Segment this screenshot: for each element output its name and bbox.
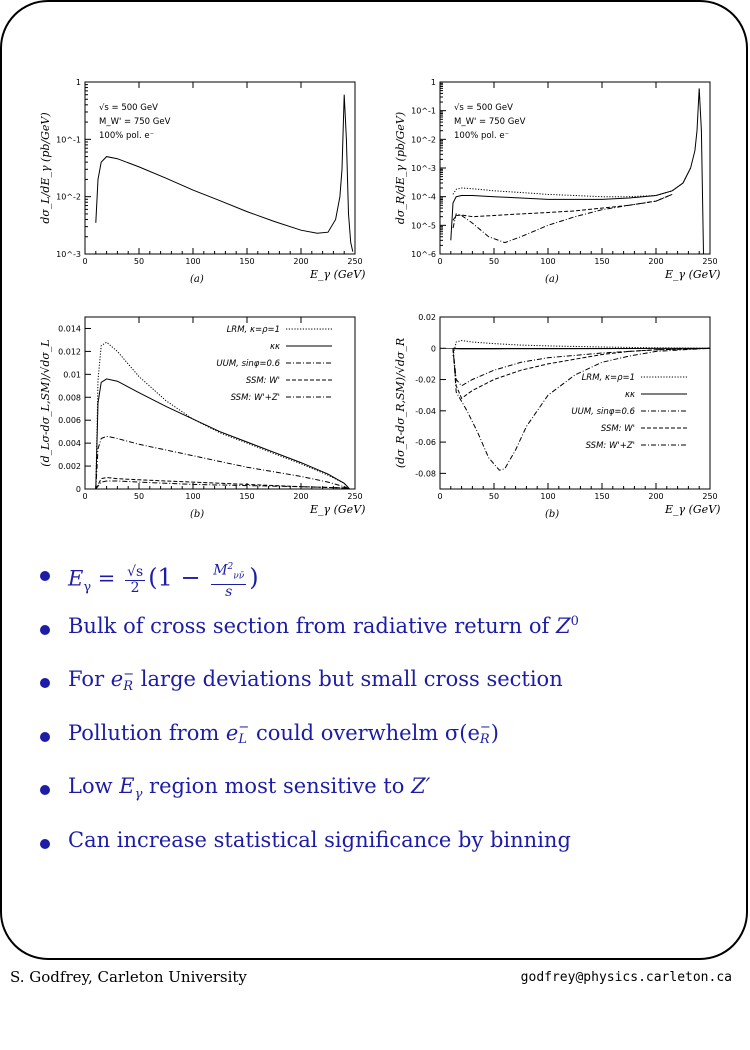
formula-paren-close: ) xyxy=(249,563,259,592)
plot-frame xyxy=(440,317,710,489)
legend-label-1: LRM, κ=ρ=1 xyxy=(581,373,635,383)
chart-bottom-right xyxy=(385,305,725,525)
series-line-2 xyxy=(453,168,691,197)
bullet-tail: could overwhelm σ(e xyxy=(249,720,480,745)
series-line-3 xyxy=(453,194,672,220)
y-tick-label: 1 xyxy=(75,78,81,87)
legend-label-5: SSM: W'+Z' xyxy=(230,393,280,403)
bullet-subsup xyxy=(123,666,135,694)
series-line-1 xyxy=(451,88,704,254)
legend-label-1: LRM, κ=ρ=1 xyxy=(226,325,280,335)
x-tick-label: 100 xyxy=(540,492,556,501)
y-tick-label: -0.06 xyxy=(415,438,436,448)
bullet-dot xyxy=(40,625,50,635)
bullet-subsup-2 xyxy=(480,722,491,746)
x-tick-label: 50 xyxy=(488,492,500,501)
x-axis-label: E_γ (GeV) xyxy=(665,503,721,516)
bullet-symbol: e xyxy=(225,720,239,745)
x-tick-label: 250 xyxy=(702,257,718,266)
formula-fraction-sqrt xyxy=(125,565,145,596)
y-tick-label: -0.08 xyxy=(415,469,436,479)
series-line-2 xyxy=(96,379,350,489)
x-tick-label: 200 xyxy=(648,257,664,266)
bullet-low-egamma xyxy=(40,774,720,828)
formula-paren-open: (1 − xyxy=(148,563,209,592)
bullet-text-main: Bulk of cross section from radiative return of xyxy=(68,613,556,638)
series-line-3 xyxy=(96,436,350,489)
bullet-text-main: Pollution from xyxy=(68,720,226,745)
x-tick-label: 150 xyxy=(594,492,610,501)
bullet-dot xyxy=(40,839,50,849)
y-tick-label: 0.02 xyxy=(418,313,436,322)
x-tick-label: 200 xyxy=(648,492,664,501)
y-tick-label: 10^-5 xyxy=(411,221,436,231)
panel-tag: (a) xyxy=(190,274,204,285)
bullet-dot xyxy=(40,732,50,742)
bullet-dot xyxy=(40,678,50,688)
bullet-text xyxy=(68,614,579,638)
y-tick-label: 0.002 xyxy=(58,462,81,472)
x-tick-label: 0 xyxy=(437,257,443,266)
y-tick-label: 0 xyxy=(430,344,436,354)
bullet-sub: γ xyxy=(134,787,143,803)
plot-top-right xyxy=(385,70,725,290)
y-tick-label: 10^-2 xyxy=(411,135,436,145)
x-tick-label: 50 xyxy=(488,257,500,266)
legend-label-2: κκ xyxy=(624,390,635,400)
bullet-subsup xyxy=(238,722,249,746)
plot-top-left xyxy=(30,70,370,290)
bullet-sup: 0 xyxy=(570,613,579,629)
bullet-tail: large deviations but small cross section xyxy=(134,667,563,691)
annotation-1: √s = 500 GeV xyxy=(99,103,158,113)
bullet-formula xyxy=(40,560,720,614)
footer-email: godfrey@physics.carleton.ca xyxy=(520,970,732,985)
y-tick-label: 10^-6 xyxy=(411,250,436,259)
y-tick-label: 10^-3 xyxy=(411,164,436,173)
x-tick-label: 100 xyxy=(185,257,201,266)
x-tick-label: 0 xyxy=(82,492,88,501)
y-tick-label: -0.04 xyxy=(415,406,436,416)
legend-label-5: SSM: W'+Z' xyxy=(585,441,635,451)
y-tick-label: 0.012 xyxy=(58,347,81,357)
x-tick-label: 200 xyxy=(293,492,309,501)
formula-num: √s xyxy=(127,563,144,580)
y-tick-label: 1 xyxy=(430,78,436,87)
x-tick-label: 100 xyxy=(185,492,201,501)
formula-equals: = xyxy=(91,566,123,591)
bullet-end: ) xyxy=(490,720,499,745)
y-tick-label: 0.006 xyxy=(58,416,81,426)
y-tick-label: 10^-1 xyxy=(411,106,436,116)
chart-top-right xyxy=(385,70,725,290)
footer-author: S. Godfrey, Carleton University xyxy=(10,968,247,986)
formula-mass-symbol: M xyxy=(213,562,228,579)
x-axis-label: E_γ (GeV) xyxy=(310,503,366,516)
y-tick-label: 10^-2 xyxy=(56,192,81,202)
x-tick-label: 0 xyxy=(82,257,88,266)
bullet-dot xyxy=(40,571,50,581)
x-tick-label: 200 xyxy=(293,257,309,266)
bullet-symbol: Z xyxy=(555,613,571,638)
chart-top-left xyxy=(30,70,370,290)
bullet-binning xyxy=(40,828,720,882)
formula-symbol-sub: γ xyxy=(83,579,92,595)
bullet-end: Z′ xyxy=(411,774,431,798)
formula-den: 2 xyxy=(130,579,140,596)
legend-label-2: κκ xyxy=(269,342,280,352)
bullet-text xyxy=(68,828,571,852)
formula-mass-den: s xyxy=(225,584,233,601)
bullet-sub: L xyxy=(238,732,247,747)
x-tick-label: 50 xyxy=(133,257,145,266)
bullet-sub-2: R xyxy=(479,732,490,747)
x-tick-label: 150 xyxy=(239,257,255,266)
annotation-1: √s = 500 GeV xyxy=(454,103,513,113)
bullet-sub: R xyxy=(123,678,134,694)
legend-label-3: UUM, sinφ=0.6 xyxy=(216,359,280,369)
plot-frame xyxy=(85,317,355,489)
chart-axes xyxy=(415,313,717,501)
bullet-text xyxy=(68,774,430,802)
bullet-sup-2: − xyxy=(479,720,491,735)
formula-fraction-mass xyxy=(211,560,246,600)
panel-tag: (a) xyxy=(545,274,559,285)
annotation-3: 100% pol. e⁻ xyxy=(99,131,155,141)
plot-bottom-left xyxy=(30,305,370,525)
formula-e-gamma xyxy=(68,560,259,600)
bullet-tail: region most sensitive to xyxy=(142,774,412,798)
formula-mass-sub: νν̄ xyxy=(233,571,245,582)
x-axis-label: E_γ (GeV) xyxy=(665,268,721,281)
legend-label-3: UUM, sinφ=0.6 xyxy=(571,407,635,417)
formula-symbol: E xyxy=(68,566,84,591)
y-tick-label: 0 xyxy=(75,485,81,494)
x-tick-label: 50 xyxy=(133,492,145,501)
panel-tag: (b) xyxy=(545,509,560,520)
y-tick-label: 0.01 xyxy=(63,370,81,380)
series-line-4 xyxy=(453,194,672,242)
series-group xyxy=(451,88,704,254)
x-tick-label: 250 xyxy=(347,257,363,266)
formula-mass-num xyxy=(211,560,246,585)
chart-bottom-left xyxy=(30,305,370,525)
y-tick-label: 0.008 xyxy=(58,393,81,403)
series-group xyxy=(453,341,710,471)
x-tick-label: 150 xyxy=(594,257,610,266)
y-tick-label: 10^-4 xyxy=(411,192,436,202)
x-tick-label: 250 xyxy=(702,492,718,501)
bullet-symbol: E xyxy=(119,774,135,798)
y-axis-label: dσ_L/dE_γ (pb/GeV) xyxy=(39,112,52,224)
y-tick-label: 0.014 xyxy=(58,324,81,334)
bullet-text-main: Low xyxy=(68,774,120,798)
plot-bottom-right xyxy=(385,305,725,525)
y-axis-label: dσ_R/dE_γ (pb/GeV) xyxy=(394,111,407,225)
bullet-list xyxy=(40,560,720,881)
x-tick-label: 100 xyxy=(540,257,556,266)
bullet-text xyxy=(68,721,499,747)
x-axis-label: E_γ (GeV) xyxy=(310,268,366,281)
annotation-3: 100% pol. e⁻ xyxy=(454,131,510,141)
series-line-4 xyxy=(96,478,350,490)
y-tick-label: 10^-3 xyxy=(56,250,81,259)
bullet-pollution xyxy=(40,721,720,775)
bullet-sup: − xyxy=(123,666,135,682)
bullet-radiative-return xyxy=(40,614,720,668)
bullet-sup: − xyxy=(238,720,250,735)
annotation-2: M_W' = 750 GeV xyxy=(454,117,526,127)
bullet-text-main: For xyxy=(68,667,111,691)
bullet-symbol: e xyxy=(110,667,124,691)
x-tick-label: 0 xyxy=(437,492,443,501)
y-tick-label: -0.02 xyxy=(415,375,436,385)
legend-label-4: SSM: W' xyxy=(600,424,635,434)
annotation-2: M_W' = 750 GeV xyxy=(99,117,171,127)
x-tick-label: 250 xyxy=(347,492,363,501)
x-tick-label: 150 xyxy=(239,492,255,501)
bullet-eR xyxy=(40,667,720,721)
bullet-dot xyxy=(40,785,50,795)
legend-label-4: SSM: W' xyxy=(245,376,280,386)
bullet-text-main: Can increase statistical significance by binning xyxy=(68,827,571,852)
formula-mass-sup: 2 xyxy=(227,562,234,572)
panel-tag: (b) xyxy=(190,509,205,520)
y-axis-label: (dσ_R-dσ_R,SM)/√dσ_R xyxy=(394,337,407,469)
y-tick-label: 10^-1 xyxy=(56,135,81,145)
bullet-text xyxy=(68,667,563,693)
y-axis-label: (d_Lσ-dσ_L,SM)/√dσ_L xyxy=(39,339,52,467)
y-tick-label: 0.004 xyxy=(58,439,81,449)
